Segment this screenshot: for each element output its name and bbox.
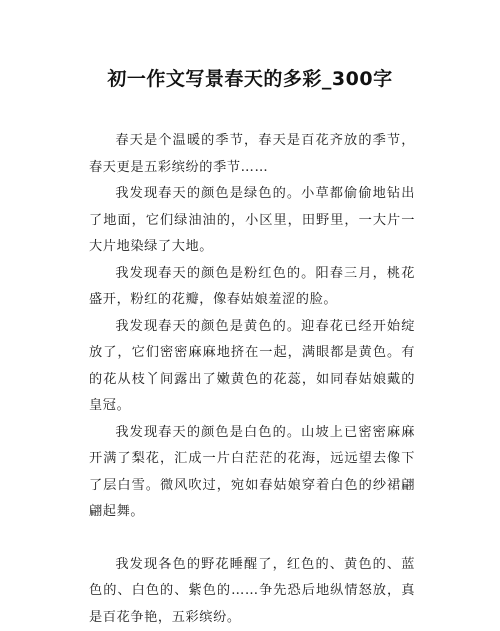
paragraph-white: 我发现春天的颜色是白色的。山坡上已密密麻麻开满了梨花，汇成一片白茫茫的花海，远远望去像下了层白雪。微风吹过，宛如春姑娘穿着白色的纱裙翩翩起舞。 xyxy=(89,420,415,526)
paragraph-wildflowers: 我发现各色的野花睡醒了，红色的、黄色的、蓝色的、白色的、紫色的……争先恐后地纵情怒放，真是百花争艳，五彩缤纷。 xyxy=(89,552,415,631)
paragraph-intro: 春天是个温暖的季节，春天是百花齐放的季节，春天更是五彩缤纷的季节…… xyxy=(89,128,415,181)
document-title: 初一作文写景春天的多彩_300字 xyxy=(0,64,500,91)
paragraph-yellow: 我发现春天的颜色是黄色的。迎春花已经开始绽放了，它们密密麻麻地挤在一起，满眼都是黄色。有的花从枝丫间露出了嫩黄色的花蕊，如同春姑娘戴的皇冠。 xyxy=(89,314,415,420)
paragraph-pink: 我发现春天的颜色是粉红色的。阳春三月，桃花盛开，粉红的花瓣，像春姑娘羞涩的脸。 xyxy=(89,261,415,314)
paragraph-green: 我发现春天的颜色是绿色的。小草都偷偷地钻出了地面，它们绿油油的，小区里，田野里，一大片一大片地染绿了大地。 xyxy=(89,181,415,261)
document-body xyxy=(89,128,415,631)
